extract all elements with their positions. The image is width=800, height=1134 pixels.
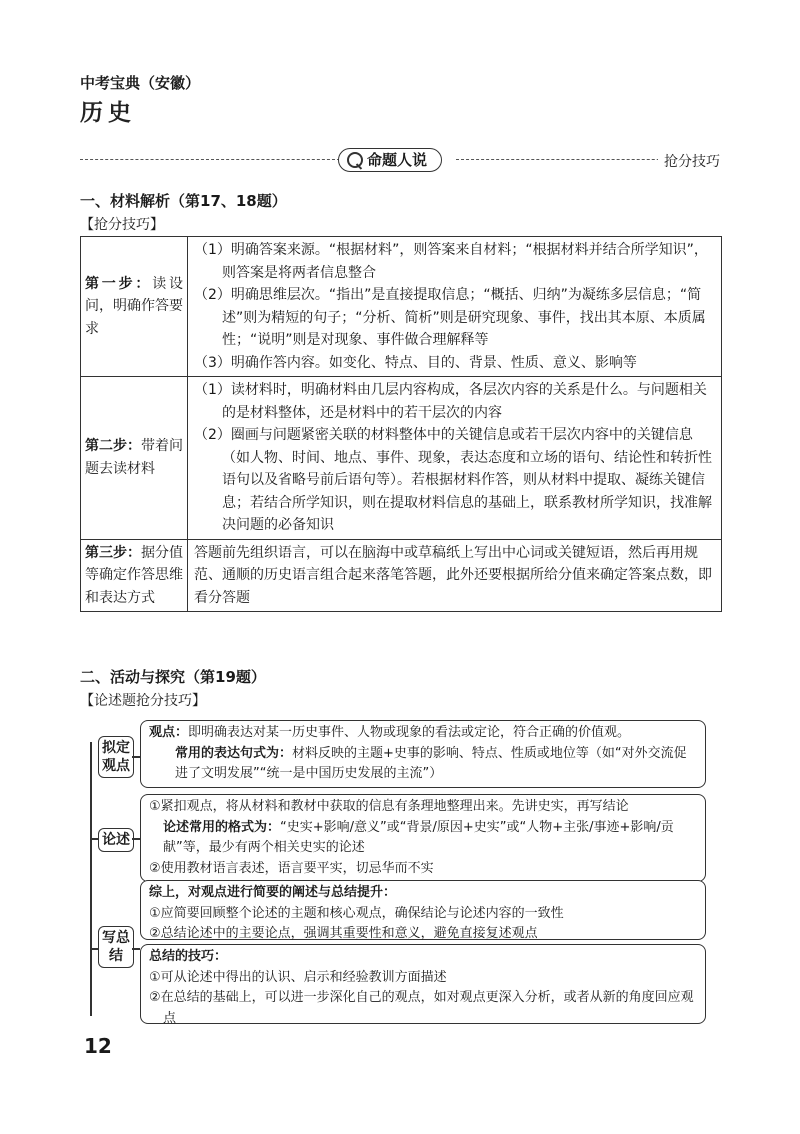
magnifier-icon [347,152,363,168]
argument-flowchart [80,716,720,1028]
section-divider [80,150,720,170]
material-analysis-table [80,236,722,612]
section2-tag: 【论述题抢分技巧】 [80,693,206,709]
connector [132,756,140,758]
label-viewpoint: 拟定 观点 [98,736,134,778]
banner-text: 命题人说 [367,151,428,169]
right-label: 抢分技巧 [658,151,720,171]
table-row [81,237,722,377]
step-label: 第三步：据分值等确定作答思维和表达方式 [81,539,188,612]
step-content: （1）读材料时，明确材料由几层内容构成，各层次内容的关系是什么。与问题相关的是材料整体，还是材料中的若干层次的内容 （2）圈画与问题紧密关联的材料整体中的关键信息或若干层次内容中的关键信息（如人物、时间、地点、事件、现象，表达态度和立场的语句、结论性和转折性语句以及省略号前后语句等）。若根据材料作答，则从材料中提取、凝练关键信息；若结合所学知识，则在提取材料信息的基础上，联系教材所学知识，找准解决问题的必备知识 [188,377,722,540]
flow-spine [90,742,92,1016]
table-row [81,377,722,540]
label-argument: 论述 [98,828,134,852]
section2-heading: 二、活动与探究（第19题） [80,668,266,686]
connector [90,838,98,840]
subject-title: 历史 [80,100,136,126]
book-title: 中考宝典（安徽） [80,74,201,92]
summary-box-1: 综上，对观点进行简要的阐述与总结提升： ①应简要回顾整个论述的主题和核心观点，确保结论与论述内容的一致性 ②总结论述中的主要论点，强调其重要性和意义，避免直接复述观点 [140,880,706,940]
argument-box: ①紧扣观点，将从材料和教材中获取的信息有条理地整理出来。先讲史实，再写结论 论述常用的格式为：“史实+影响/意义”或“背景/原因+史实”或“人物+主张/事迹+影响/贡献”等，最少有两个相关史实的论述 ②使用教材语言表述，语言要平实，切忌华而不实 [140,794,706,882]
step-content: （1）明确答案来源。“根据材料”，则答案来自材料；“根据材料并结合所学知识”，则答案是将两者信息整合 （2）明确思维层次。“指出”是直接提取信息；“概括、归纳”为凝练多层信息；“简述”则为精短的句子；“分析、简析”则是研究现象、事件，找出其本原、本质属性；“说明”则是对现象、事件做合理解释等 （3）明确作答内容。如变化、特点、目的、背景、性质、意义、影响等 [188,237,722,377]
step-label: 第二步：带着问题去读材料 [81,377,188,540]
step-content: 答题前先组织语言，可以在脑海中或草稿纸上写出中心词或关键短语，然后再用规范、通顺的历史语言组合起来落笔答题，此外还要根据所给分值来确定答案点数，即看分答题 [188,539,722,612]
step-label: 第一步：读设问，明确作答要求 [81,237,188,377]
viewpoint-box: 观点：即明确表达对某一历史事件、人物或现象的看法或定论，符合正确的价值观。 常用的表达句式为：材料反映的主题+史事的影响、特点、性质或地位等（如“对外交流促进了文明发展”“统一是中国历史发展的主流”） [140,720,706,788]
connector [132,948,140,950]
label-summary: 写总 结 [98,926,134,968]
table-row [81,539,722,612]
section1-tag: 【抢分技巧】 [80,217,164,233]
banner-badge [338,148,442,172]
summary-box-2: 总结的技巧： ①可从论述中得出的认识、启示和经验教训方面描述 ②在总结的基础上，可以进一步深化自己的观点，如对观点更深入分析，或者从新的角度回应观点 [140,944,706,1024]
section1-heading: 一、材料解析（第17、18题） [80,192,287,210]
connector [132,838,140,840]
page-number: 12 [84,1034,112,1058]
connector [90,948,98,950]
